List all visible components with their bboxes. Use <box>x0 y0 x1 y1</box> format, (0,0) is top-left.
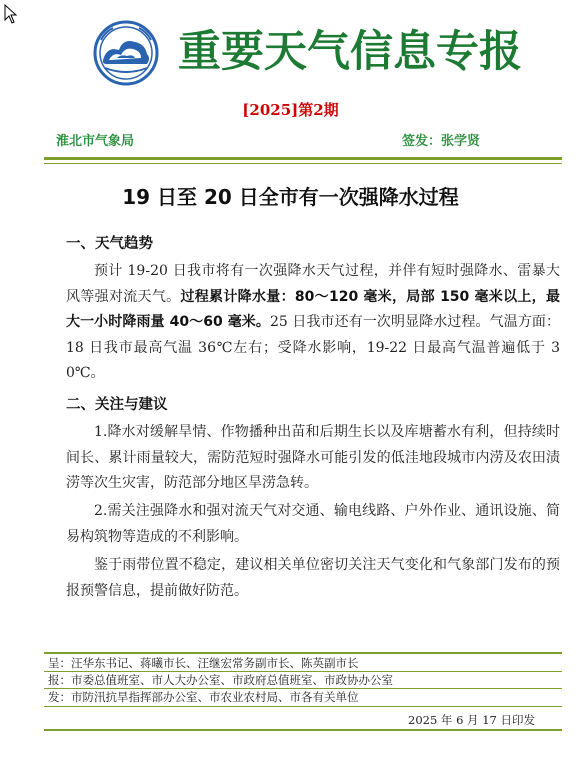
cma-logo-icon <box>93 20 159 86</box>
footer-divider-top <box>44 652 562 654</box>
footer-divider-3 <box>44 706 562 707</box>
trend-text-1: 预计 19-20 日我市将有一次强降水天气过程，并伴有短时强降水、雷暴大风等强对流天气。 <box>66 263 560 305</box>
advice-paragraph-1: 1.降水对缓解旱情、作物播种出苗和后期生长以及库塘蓄水有利，但持续时间长、累计雨量较大，需防范短时强降水可能引发的低洼地段城市内涝及农田渍涝等次生灾害，防范部分地区旱涝急转。 <box>66 424 560 491</box>
advice-paragraph-2: 2.需关注强降水和强对流天气对交通、输电线路、户外作业、通讯设施、简易构筑物等造成的不利影响。 <box>66 503 560 545</box>
footer-fa: 发：市防汛抗旱指挥部办公室、市农业农村局、市各有关单位 <box>48 690 359 704</box>
masthead-title: 重要天气信息专报 <box>178 27 522 77</box>
header-divider-thin <box>44 163 562 164</box>
section-weather-trend-heading: 一、天气趋势 <box>66 236 153 252</box>
advice-paragraph-3: 鉴于雨带位置不稳定，建议相关单位密切关注天气变化和气象部门发布的预报预警信息，提前做好防范。 <box>66 557 560 599</box>
print-date: 2025 年 6 月 17 日印发 <box>408 713 535 727</box>
footer-cheng: 呈：汪华东书记、蒋曦市长、汪继宏常务副市长、陈英副市长 <box>48 656 359 670</box>
issuing-agency: 淮北市气象局 <box>56 134 135 149</box>
report-title: 19 日至 20 日全市有一次强降水过程 <box>122 185 459 209</box>
section-advice-heading: 二、关注与建议 <box>66 397 168 413</box>
trend-text-2: 25 日我市还有一次明显降水过程。气温方面：18 日我市最高气温 36℃左右；受降水影响，19-22 日最高气温普遍低于 30℃。 <box>66 314 560 381</box>
signer: 签发：张学贤 <box>402 134 481 149</box>
footer-bao: 报：市委总值班室、市人大办公室、市政府总值班室、市政协办公室 <box>48 673 393 687</box>
header-divider-thick <box>44 157 562 160</box>
weather-trend-paragraph <box>66 259 560 387</box>
trend-rainfall-bold: 过程累计降水量：80～120 毫米，局部 150 毫米以上，最大一小时降雨量 40～60 毫米。 <box>66 288 560 330</box>
issue-number: [2025]第2期 <box>242 101 339 119</box>
footer-divider-bottom <box>44 729 562 731</box>
